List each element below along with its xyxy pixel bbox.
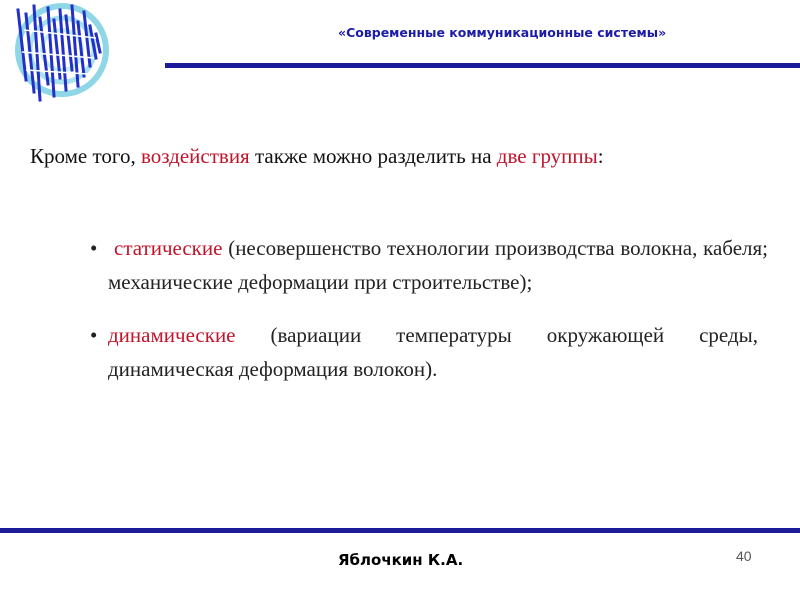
footer-author: Яблочкин К.А. <box>338 551 464 569</box>
list-item-term: динамические <box>108 323 236 348</box>
intro-text-part2: также можно разделить на <box>254 144 492 168</box>
intro-highlight-impacts: воздействия <box>140 144 250 168</box>
footer-divider <box>0 528 800 533</box>
group-list <box>90 232 770 386</box>
list-item-term: статические <box>114 236 223 260</box>
fiber-optic-logo-icon <box>4 0 122 118</box>
list-item-static <box>90 232 768 299</box>
list-item-description: (несовершенство технологии производства волокна, кабеля; механические деформации при строительстве); <box>108 236 768 294</box>
intro-text-part3: : <box>597 144 604 168</box>
intro-text-part1: Кроме того, <box>30 144 136 168</box>
intro-highlight-groups: две группы <box>496 144 598 168</box>
bullet-icon: • <box>90 323 98 348</box>
bullet-icon: • <box>90 236 98 260</box>
intro-sentence <box>30 144 790 169</box>
header-divider <box>165 63 800 68</box>
list-item-description: (вариации температуры окружающей среды, динамическая деформация волокон). <box>108 323 759 381</box>
page-number: 40 <box>736 548 752 564</box>
page-header-title: «Современные коммуникационные системы» <box>338 25 667 40</box>
list-item-dynamic <box>90 319 758 386</box>
